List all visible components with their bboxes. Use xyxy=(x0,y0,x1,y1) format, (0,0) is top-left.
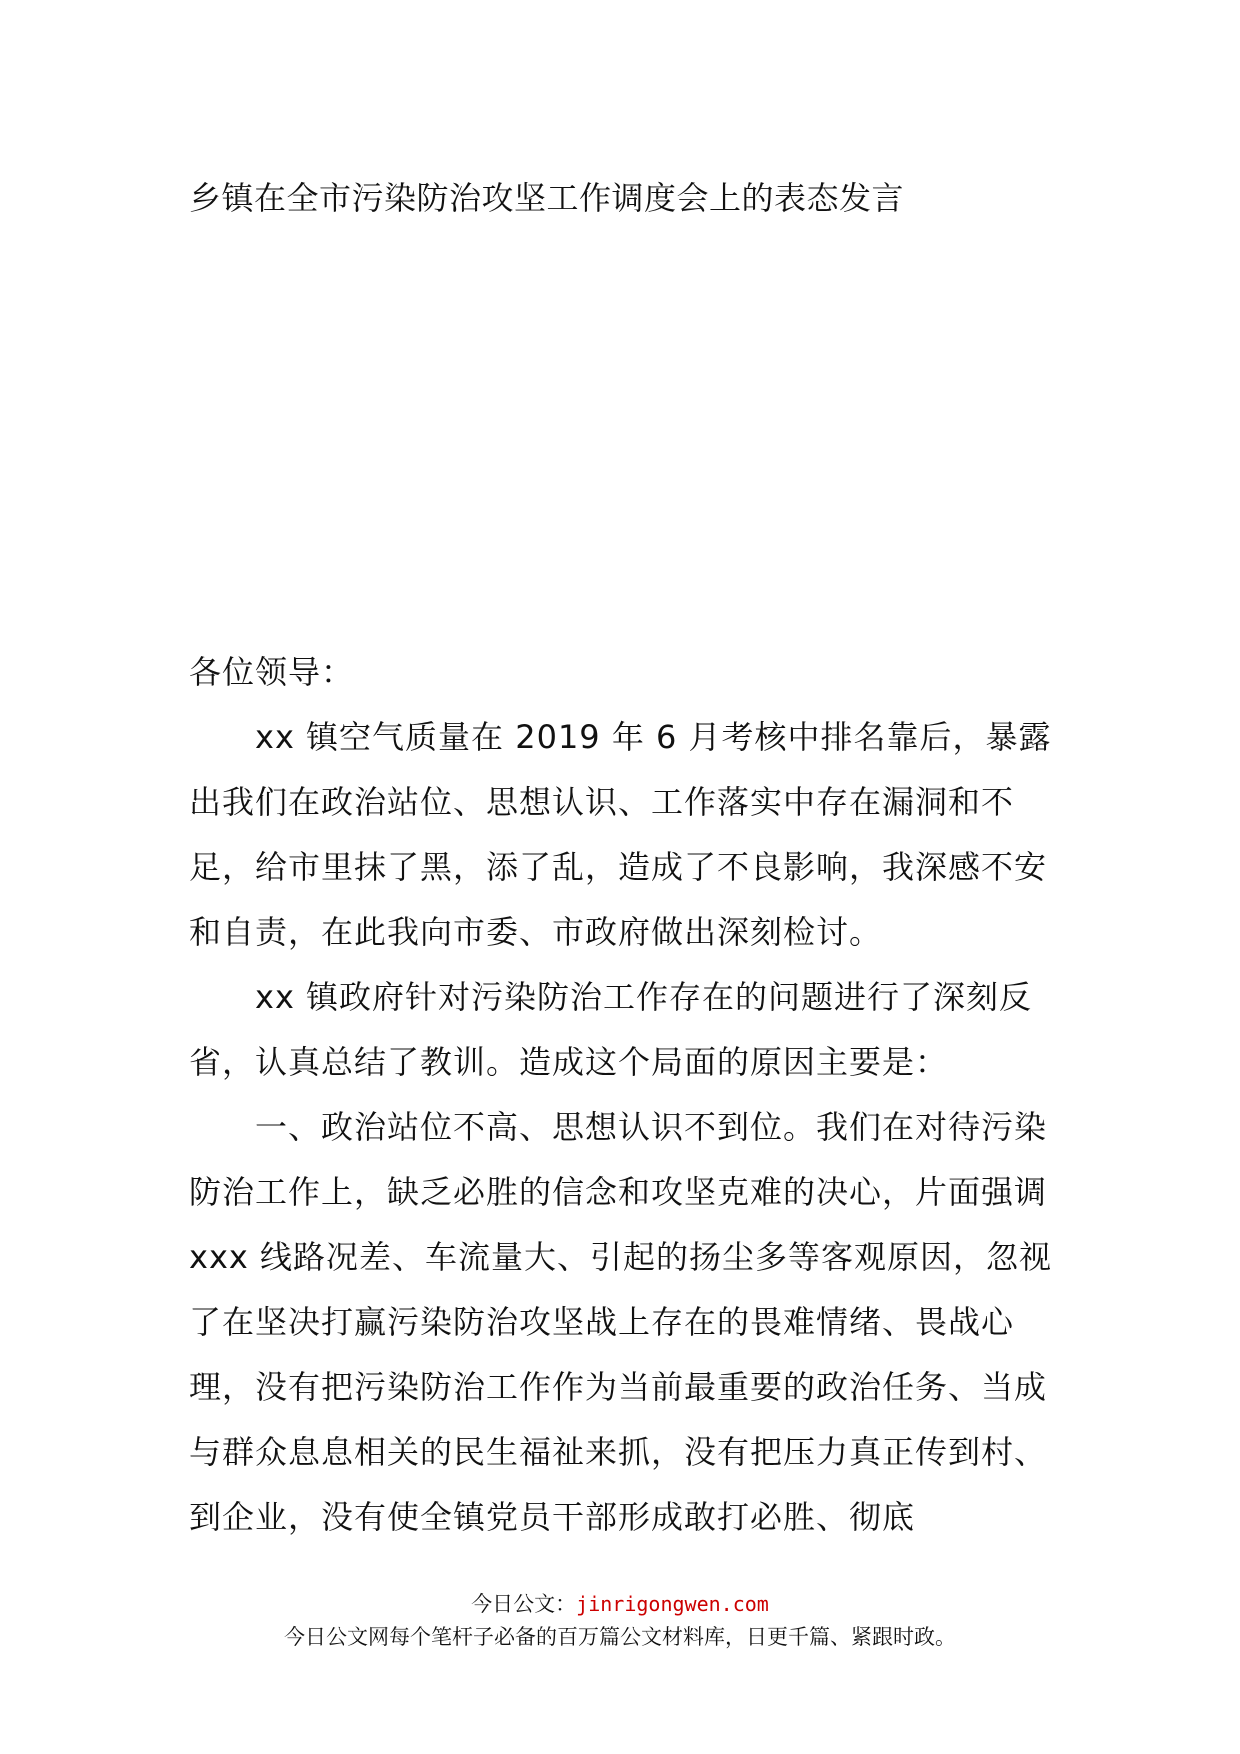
footer-source xyxy=(0,1590,1240,1618)
salutation: 各位领导： xyxy=(189,653,355,691)
footer-url-link[interactable]: jinrigongwen.com xyxy=(576,1592,769,1616)
footer-slogan: 今日公文网每个笔杆子必备的百万篇公文材料库，日更千篇、紧跟时政。 xyxy=(284,1625,956,1649)
paragraph-1: xx 镇空气质量在 2019 年 6 月考核中排名靠后，暴露出我们在政治站位、思想认识、工作落实中存在漏洞和不足，给市里抹了黑，添了乱，造成了不良影响，我深感不安和自责，在此我向市委、市政府做出深刻检讨。 xyxy=(189,718,1052,951)
footer-label: 今日公文： xyxy=(471,1592,577,1616)
paragraph-3: 一、政治站位不高、思想认识不到位。我们在对待污染防治工作上，缺乏必胜的信念和攻坚克难的决心，片面强调 xxx 线路况差、车流量大、引起的扬尘多等客观原因，忽视了在坚决打赢污染防治攻坚战上存在的畏难情绪、畏战心理，没有把污染防治工作作为当前最重要的政治任务、当成与群众息息相关的民生福祉来抓，没有把压力真正传到村、到企业，没有使全镇党员干部形成敢打必胜、彻底 xyxy=(189,1108,1052,1536)
paragraph-2: xx 镇政府针对污染防治工作存在的问题进行了深刻反省，认真总结了教训。造成这个局面的原因主要是： xyxy=(189,978,1033,1081)
document-body xyxy=(189,640,1059,1550)
document-title: 乡镇在全市污染防治攻坚工作调度会上的表态发言 xyxy=(189,179,905,217)
